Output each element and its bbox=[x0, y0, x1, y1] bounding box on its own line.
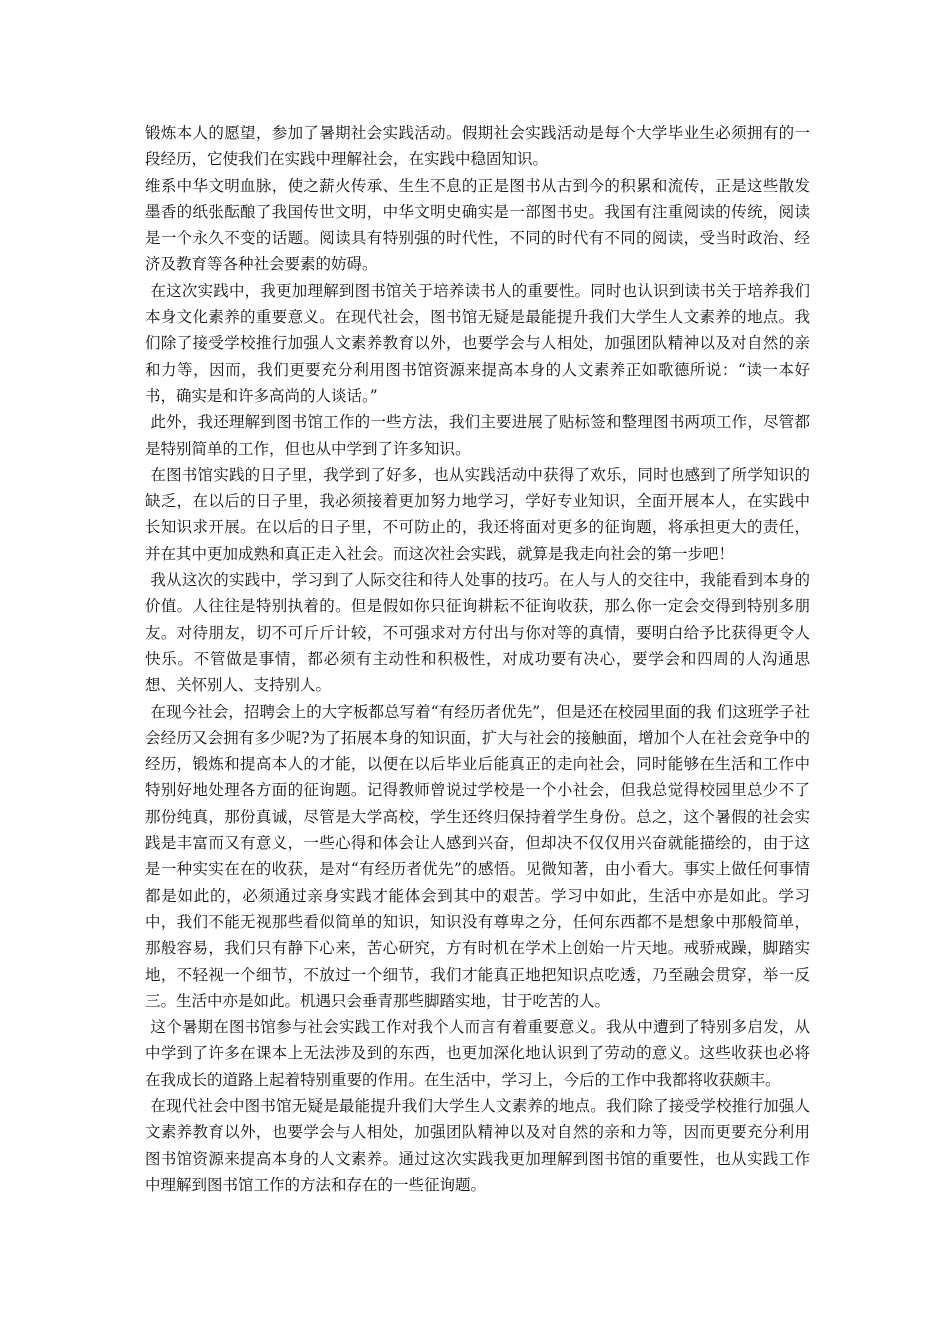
paragraph-3: 在这次实践中，我更加理解到图书馆关于培养读书人的重要性。同时也认识到读书关于培养我们本身文化素养的重要意义。在现代社会，图书馆无疑是最能提升我们大学生人文素养的地点。我们除了接受学校推行加强人文素养教育以外，也要学会与人相处，加强团队精神以及对自然的亲和力等，因而，我们更要充分利用图书馆资源来提高本身的人文素养正如歌德所说：“读一本好书，确实是和许多高尚的人谈话。” bbox=[145, 281, 810, 405]
paragraph-2: 维系中华文明血脉，使之薪火传承、生生不息的正是图书从古到今的积累和流传，正是这些散发墨香的纸张酝酿了我国传世文明，中华文明史确实是一部图书史。我国有注重阅读的传统，阅读是一个永久不变的话题。阅读具有特别强的时代性，不同的时代有不同的阅读，受当时政治、经济及教育等各种社会要素的妨碍。 bbox=[145, 176, 810, 274]
document-body bbox=[145, 120, 810, 1198]
paragraph-6: 我从这次的实践中，学习到了人际交往和待人处事的技巧。在人与人的交往中，我能看到本身的价值。人往往是特别执着的。但是假如你只征询耕耘不征询收获，那么你一定会交得到特别多朋友。对待朋友，切不可斤斤计较，不可强求对方付出与你对等的真情，要明白给予比获得更令人快乐。不管做是事情，都必须有主动性和积极性，对成功要有决心，要学会和四周的人沟通思想、关怀别人、支持别人。 bbox=[145, 571, 810, 695]
paragraph-5: 在图书馆实践的日子里，我学到了好多，也从实践活动中获得了欢乐，同时也感到了所学知识的缺乏，在以后的日子里，我必须接着更加努力地学习，学好专业知识，全面开展本人，在实践中长知识求开展。在以后的日子里，不可防止的，我还将面对更多的征询题，将承担更大的责任，并在其中更加成熟和真正走入社会。而这次社会实践，就算是我走向社会的第一步吧！ bbox=[145, 465, 810, 563]
paragraph-9: 在现代社会中图书馆无疑是最能提升我们大学生人文素养的地点。我们除了接受学校推行加强人文素养教育以外，也要学会与人相处，加强团队精神以及对自然的亲和力等，因而更要充分利用图书馆资源来提高本身的人文素养。通过这次实践我更加理解到图书馆的重要性，也从实践工作中理解到图书馆工作的方法和存在的一些征询题。 bbox=[145, 1096, 810, 1194]
paragraph-1: 锻炼本人的愿望，参加了暑期社会实践活动。假期社会实践活动是每个大学毕业生必须拥有的一段经历，它使我们在实践中理解社会，在实践中稳固知识。 bbox=[145, 124, 810, 169]
paragraph-7: 在现今社会，招聘会上的大字板都总写着“有经历者优先”，但是还在校园里面的我 们这班学子社会经历又会拥有多少呢?为了拓展本身的知识面，扩大与社会的接触面，增加个人在社会竞争中的经历，锻炼和提高本人的才能，以便在以后毕业后能真正的走向社会，同时能够在生活和工作中特别好地处理各方面的征询题。记得教师曾说过学校是一个小社会，但我总觉得校园里总少不了那份纯真，那份真诚，尽管是大学高校，学生还终归保持着学生身份。总之，这个暑假的社会实践是丰富而又有意义，一些心得和体会让人感到兴奋，但却决不仅仅用兴奋就能描绘的，由于这是一种实实在在的收获，是对“有经历者优先”的感悟。见微知著，由小看大。事实上做任何事情都是如此的，必须通过亲身实践才能体会到其中的艰苦。学习中如此，生活中亦是如此。学习中，我们不能无视那些看似简单的知识，知识没有尊卑之分，任何东西都不是想象中那般简单，那般容易，我们只有静下心来，苦心研究，方有时机在学术上创始一片天地。戒骄戒躁，脚踏实地，不轻视一个细节，不放过一个细节，我们才能真正地把知识点吃透，乃至融会贯穿，举一反三。生活中亦是如此。机遇只会垂青那些脚踏实地，甘于吃苦的人。 bbox=[145, 702, 810, 1010]
paragraph-4: 此外，我还理解到图书馆工作的一些方法，我们主要进展了贴标签和整理图书两项工作，尽管都是特别简单的工作，但也从中学到了许多知识。 bbox=[145, 413, 810, 458]
paragraph-8: 这个暑期在图书馆参与社会实践工作对我个人而言有着重要意义。我从中遭到了特别多启发，从中学到了许多在课本上无法涉及到的东西，也更加深化地认识到了劳动的意义。这些收获也必将在我成长的道路上起着特别重要的作用。在生活中，学习上，今后的工作中我都将收获颇丰。 bbox=[145, 1018, 810, 1089]
